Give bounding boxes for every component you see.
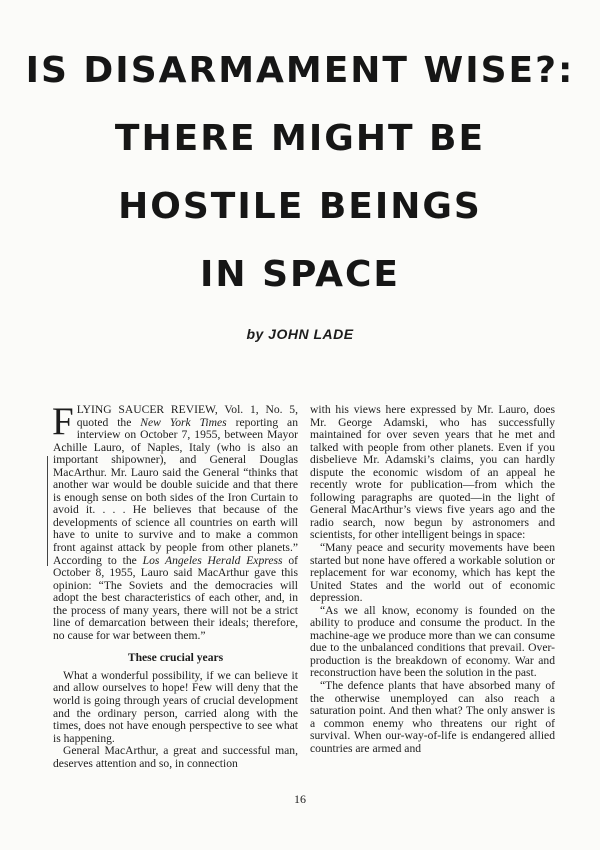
publication-name: New York Times bbox=[140, 415, 227, 429]
paragraph: What a wonderful possibility, if we can believe it and allow ourselves to hope! Few will deny that the world is going through years of crucial development and the ordinary person, carried along with the times, does not have enough perspective to see what is happening. bbox=[53, 668, 298, 745]
paragraph: “As we all know, economy is founded on the ability to produce and consume the product. In the machine-age we produce more than we can consume due to the unbalanced conditions that prevail. Over-production is the breakdown of economy. War and reconstruction have been the solution in the past. bbox=[310, 603, 555, 680]
byline: by JOHN LADE bbox=[246, 326, 354, 342]
margin-mark bbox=[47, 456, 48, 566]
paragraph-text: of October 8, 1955, Lauro said MacArthur gave this opinion: “The Soviets and the democracies will adopt the best characteristics of each other, and, in the process of many years, there will not be a strict line of demarcation between their ideals; therefore, no cause for war between them.” bbox=[53, 553, 298, 642]
paragraph bbox=[52, 400, 298, 642]
title-line-4: IN SPACE bbox=[200, 254, 400, 295]
drop-cap: F bbox=[52, 400, 74, 443]
text-column-left bbox=[52, 400, 298, 770]
title-line-3: HOSTILE BEINGS bbox=[118, 186, 482, 227]
section-heading: These crucial years bbox=[127, 651, 224, 665]
title-line-1: IS DISARMAMENT WISE?: bbox=[25, 50, 575, 91]
title-line-2: THERE MIGHT BE bbox=[114, 118, 486, 159]
paragraph: “The defence plants that have absorbed many of the otherwise unemployed can also reach a saturation point. And then what? The only answer is a common enemy who threatens our right of survival. When our-way-of-life is endangered allied countries are armed and bbox=[310, 679, 555, 755]
publication-name: Los Angeles Herald Express bbox=[142, 553, 283, 567]
paragraph: General MacArthur, a great and successful man, deserves attention and so, in connection bbox=[53, 744, 298, 770]
paragraph: “Many peace and security movements have been started but none have offered a workable solution or replacement for war economy, which has kept the United States and the world out of economic depression. bbox=[310, 541, 555, 605]
paragraph-text: LYING SAUCER REVIEW, Vol. 1, No. 5, quoted the bbox=[76, 403, 298, 429]
text-column-right bbox=[310, 404, 555, 755]
paragraph: with his views here expressed by Mr. Lauro, does Mr. George Adamski, who has successfully maintained for over seven years that he met and talked with people from other planets. Even if you disbelieve Mr. Adamski’s claims, you can hardly dispute the economic wisdom of an appeal he recently wrote for publication—from which the following paragraphs are quoted—in the light of General MacArthur’s views five years ago and the radio search, now begun by astronomers and scientists, for other intelligent beings in space: bbox=[310, 403, 555, 542]
page-number: 16 bbox=[294, 792, 306, 806]
paragraph-text: reporting an interview on October 7, 1955, between Mayor Achille Lauro, of Naples, Italy (who is also an important shipowner), and General Douglas MacArthur. Mr. Lauro said the General “thinks that another war would be double suicide and that there is enough sense on both sides of the Iron Curtain to avoid it. . . . He believes that because of the developments of science all countries on earth will have to unite to survive and to make a common front against attack by people from other planets.” According to the bbox=[53, 415, 298, 567]
